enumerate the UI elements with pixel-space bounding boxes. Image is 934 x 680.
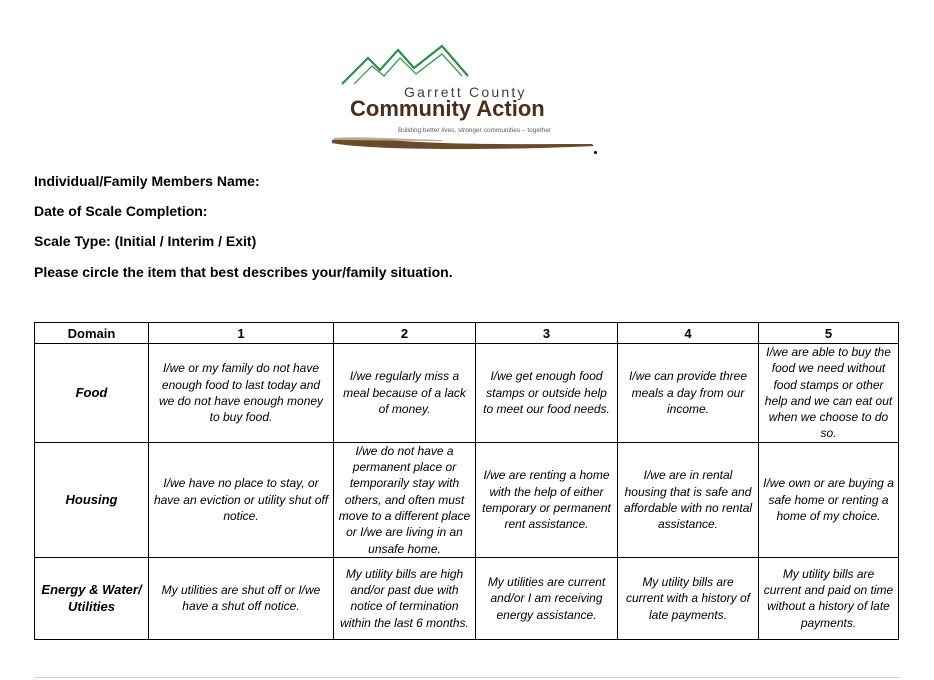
domain-cell: Food [35,344,149,443]
date-field-label: Date of Scale Completion: [34,203,208,219]
scale-cell[interactable]: I/we get enough food stamps or outside help to meet our food needs. [476,344,618,443]
scale-cell[interactable]: I/we regularly miss a meal because of a lack of money. [334,344,476,443]
header-level-3: 3 [476,323,618,344]
name-field-label: Individual/Family Members Name: [34,173,260,189]
table-row-energy-utilities [35,557,899,639]
scale-cell[interactable]: I/we are in rental housing that is safe and affordable with no rental assistance. [618,442,759,557]
scale-type-label: Scale Type: (Initial / Interim / Exit) [34,233,257,249]
header-level-1: 1 [149,323,334,344]
logo-county-text: Garrett County [404,84,527,100]
table-row-housing [35,442,899,557]
scale-cell[interactable]: I/we are renting a home with the help of either temporary or permanent rent assistance. [476,442,618,557]
scale-cell[interactable]: My utility bills are current and paid on time without a history of late payments. [759,557,899,639]
scale-cell[interactable]: My utility bills are high and/or past due with notice of termination within the last 6 months. [334,557,476,639]
instruction-text: Please circle the item that best describes your/family situation. [34,264,453,280]
page-bottom-rule [34,677,900,678]
scale-cell[interactable]: My utilities are current and/or I am receiving energy assistance. [476,557,618,639]
scale-cell[interactable]: I/we can provide three meals a day from our income. [618,344,759,443]
domain-cell: Housing [35,442,149,557]
header-domain: Domain [35,323,149,344]
domain-cell: Energy & Water/ Utilities [35,557,149,639]
scale-cell[interactable]: I/we own or are buying a safe home or renting a home of my choice. [759,442,899,557]
scale-cell[interactable]: I/we are able to buy the food we need without food stamps or other help and we can eat out when we choose to do so. [759,344,899,443]
stray-dot [594,151,597,154]
table-row-food [35,344,899,443]
scale-cell[interactable]: My utilities are shut off or I/we have a shut off notice. [149,557,334,639]
header-level-4: 4 [618,323,759,344]
header-level-5: 5 [759,323,899,344]
scale-cell[interactable]: I/we or my family do not have enough food to last today and we do not have enough money to buy food. [149,344,334,443]
logo-tagline: Building better lives, stronger communities – together [398,127,552,134]
logo-organization-name: Community Action [350,96,545,121]
self-sufficiency-scale-table [34,322,899,640]
table-header-row [35,323,899,344]
scale-cell[interactable]: My utility bills are current with a history of late payments. [618,557,759,639]
scale-cell[interactable]: I/we do not have a permanent place or temporarily stay with others, and often must move to a different place or I/we are living in an unsafe home. [334,442,476,557]
organization-logo [332,40,594,152]
header-level-2: 2 [334,323,476,344]
scale-cell[interactable]: I/we have no place to stay, or have an eviction or utility shut off notice. [149,442,334,557]
